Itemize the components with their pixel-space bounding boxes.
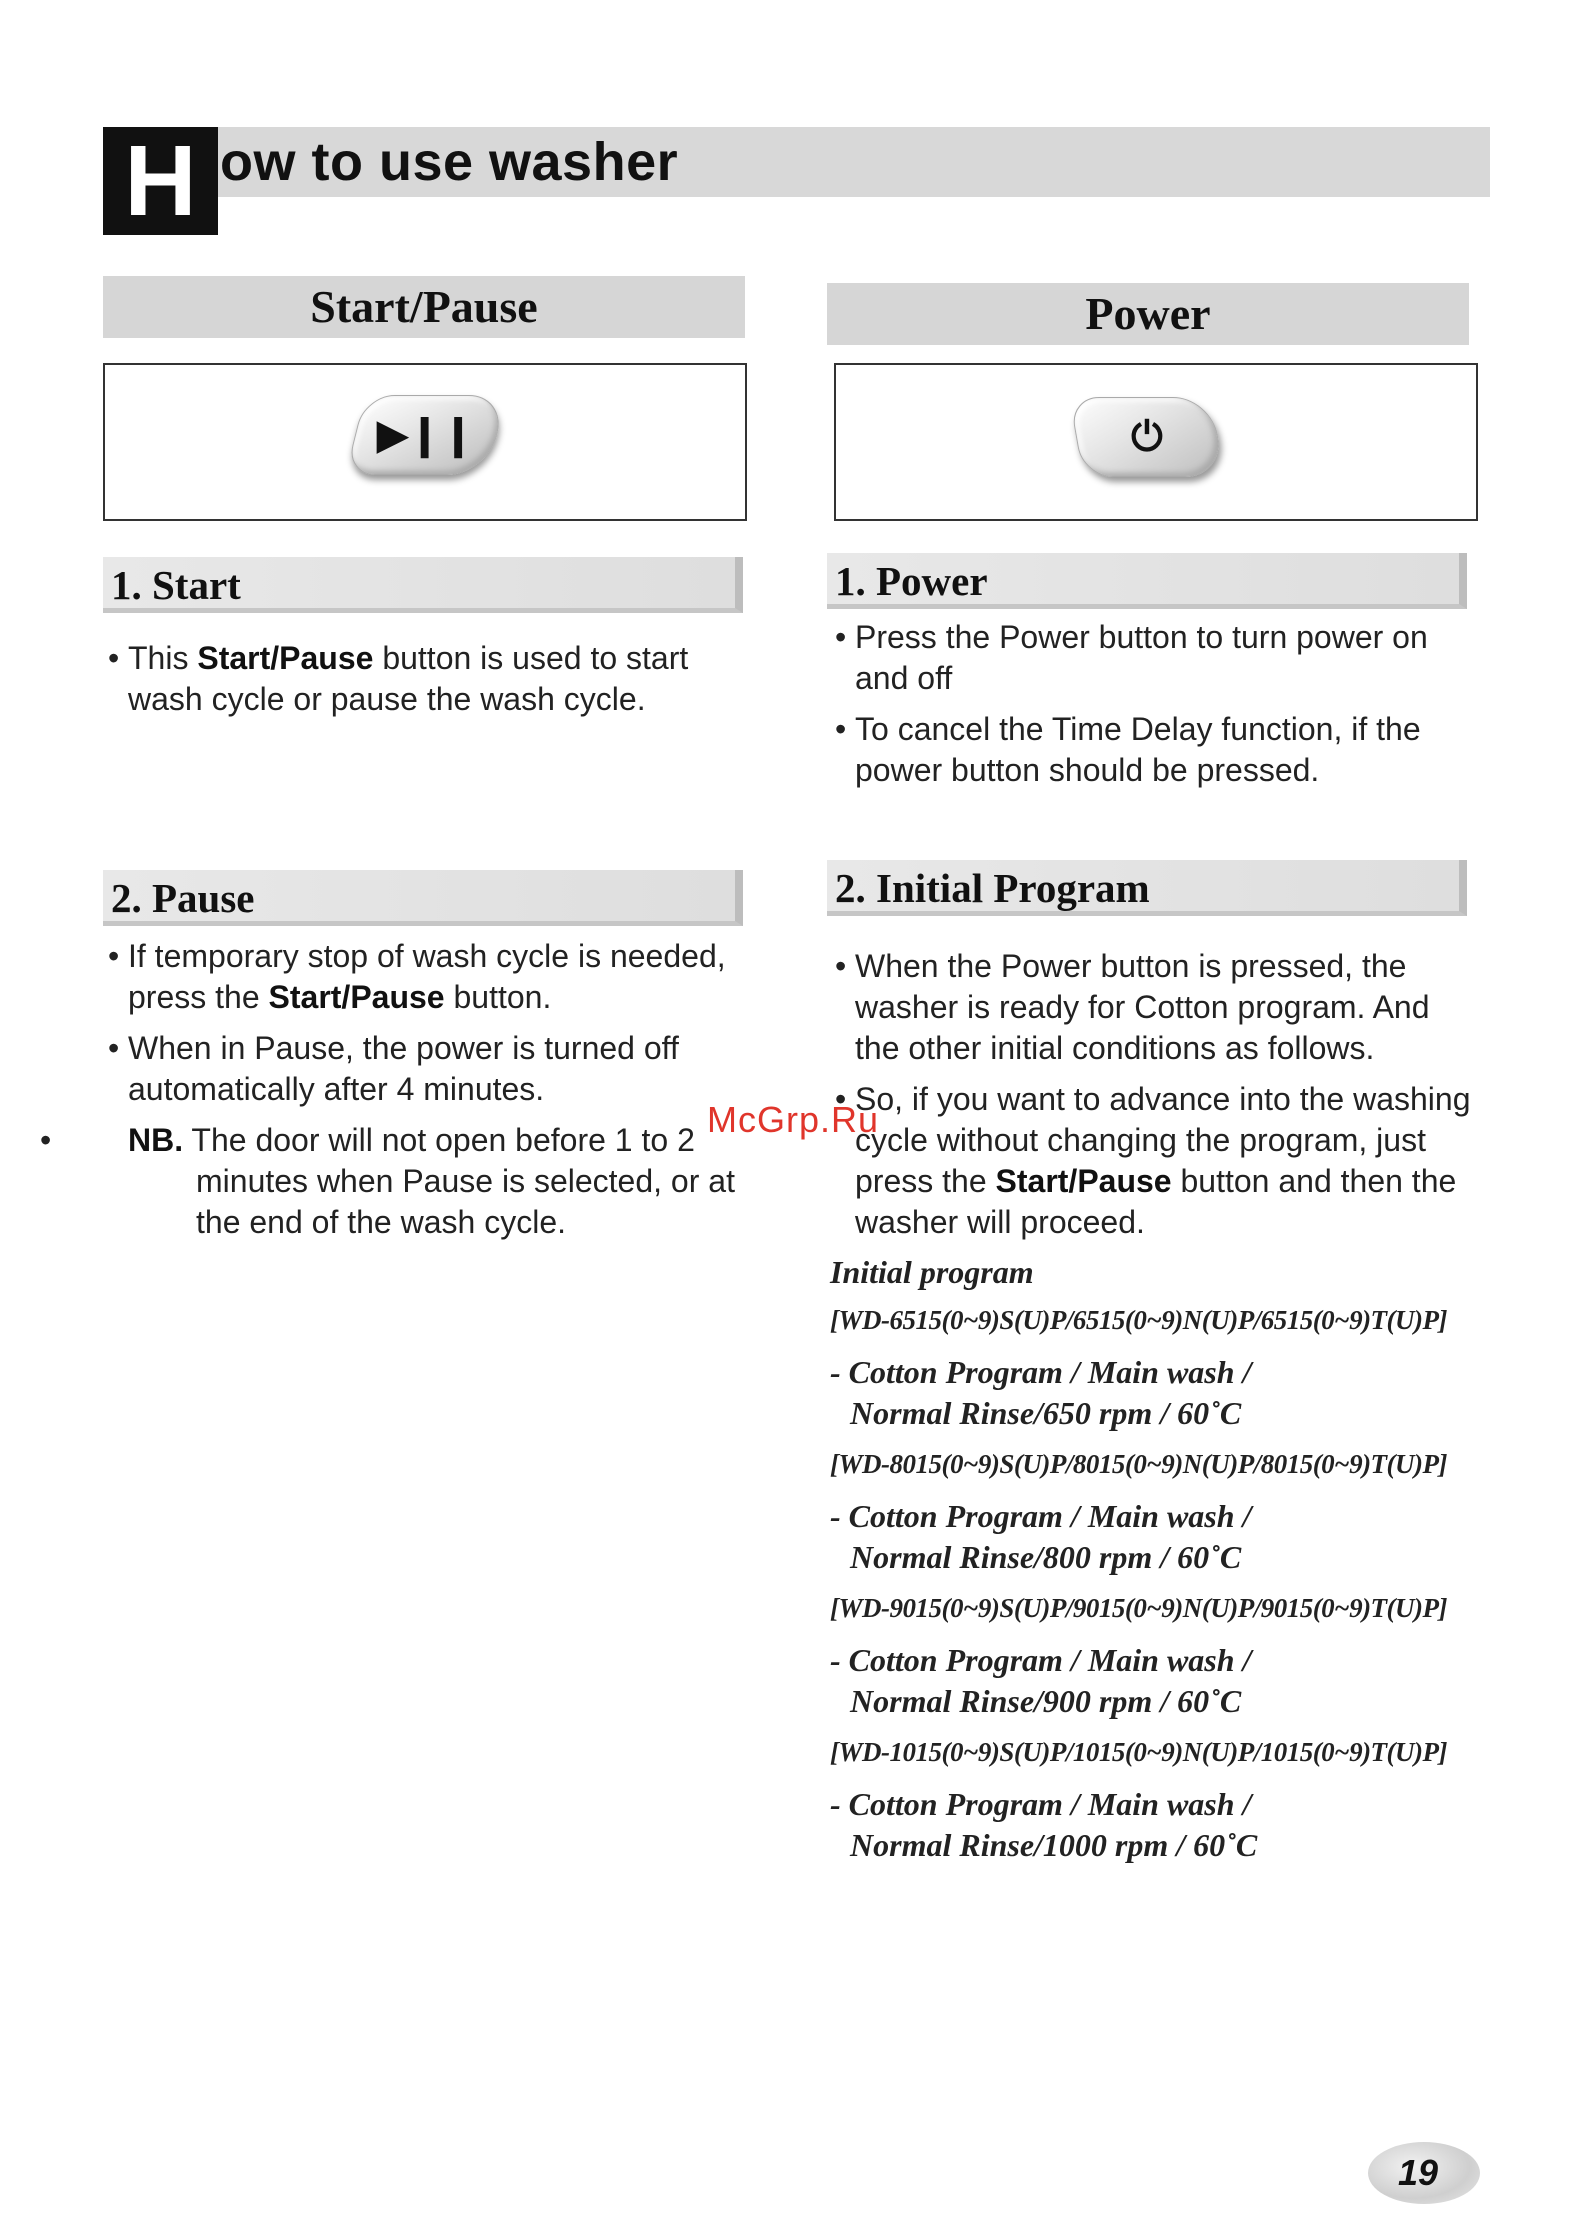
watermark: McGrp.Ru <box>707 1099 880 1140</box>
power-button[interactable] <box>1069 397 1225 477</box>
model-line: [WD-9015(0~9)S(U)P/9015(0~9)N(U)P/9015(0~9)T(U)P] <box>830 1593 1448 1623</box>
program-spec: - Cotton Program / Main wash / Normal Rinse/650 rpm / 60˚C <box>830 1354 1252 1431</box>
play-pause-icon: ▶❙❙ <box>377 413 475 457</box>
start-bullet: • This Start/Pause button is used to start wash cycle or pause the wash cycle. <box>106 638 746 720</box>
program-spec: - Cotton Program / Main wash / Normal Rinse/800 rpm / 60˚C <box>830 1498 1252 1575</box>
start-bullets <box>106 638 746 730</box>
program-spec: - Cotton Program / Main wash / Normal Rinse/1000 rpm / 60˚C <box>830 1786 1258 1863</box>
pause-bullet-2: • When in Pause, the power is turned off automatically after 4 minutes. <box>106 1028 746 1110</box>
pause-heading: 2. Pause <box>103 870 743 926</box>
page-title: ow to use washer <box>220 132 679 192</box>
initial-bullet-2: • So, if you want to advance into the washing cycle without changing the program, just press the Start/Pause button and then the washer will proceed. <box>833 1079 1473 1243</box>
pause-bullet-1: • If temporary stop of wash cycle is needed, press the Start/Pause button. <box>106 936 746 1018</box>
power-icon: ⏻ <box>1131 415 1163 459</box>
initial-program-heading: 2. Initial Program <box>827 860 1467 916</box>
initial-bullet-1: • When the Power button is pressed, the washer is ready for Cotton program. And the other initial conditions as follows. <box>833 946 1473 1069</box>
pause-bullets <box>106 936 746 1253</box>
initial-program-bullets <box>833 946 1473 1253</box>
title-initial: H <box>103 127 218 235</box>
power-section-title: Power <box>827 283 1469 345</box>
model-line: [WD-1015(0~9)S(U)P/1015(0~9)N(U)P/1015(0~9)T(U)P] <box>830 1737 1448 1767</box>
start-pause-section-title: Start/Pause <box>103 276 745 338</box>
power-heading: 1. Power <box>827 553 1467 609</box>
initial-program-label: Initial program <box>830 1254 1034 1290</box>
power-bullet-1: • Press the Power button to turn power on and off <box>833 617 1473 699</box>
power-bullet-2: • To cancel the Time Delay function, if the power button should be pressed. <box>833 709 1473 791</box>
power-bullets <box>833 617 1473 801</box>
start-heading: 1. Start <box>103 557 743 613</box>
nb-label: NB. <box>128 1122 184 1158</box>
program-spec: - Cotton Program / Main wash / Normal Rinse/900 rpm / 60˚C <box>830 1642 1252 1719</box>
model-line: [WD-6515(0~9)S(U)P/6515(0~9)N(U)P/6515(0~9)T(U)P] <box>830 1305 1448 1335</box>
start-pause-button[interactable] <box>345 395 507 475</box>
model-line: [WD-8015(0~9)S(U)P/8015(0~9)N(U)P/8015(0~9)T(U)P] <box>830 1449 1448 1479</box>
page-number: 19 <box>1397 2152 1439 2193</box>
pause-nb-note: • NB. The door will not open before 1 to 2 minutes when Pause is selected, or at the end of the wash cycle. <box>106 1120 746 1243</box>
